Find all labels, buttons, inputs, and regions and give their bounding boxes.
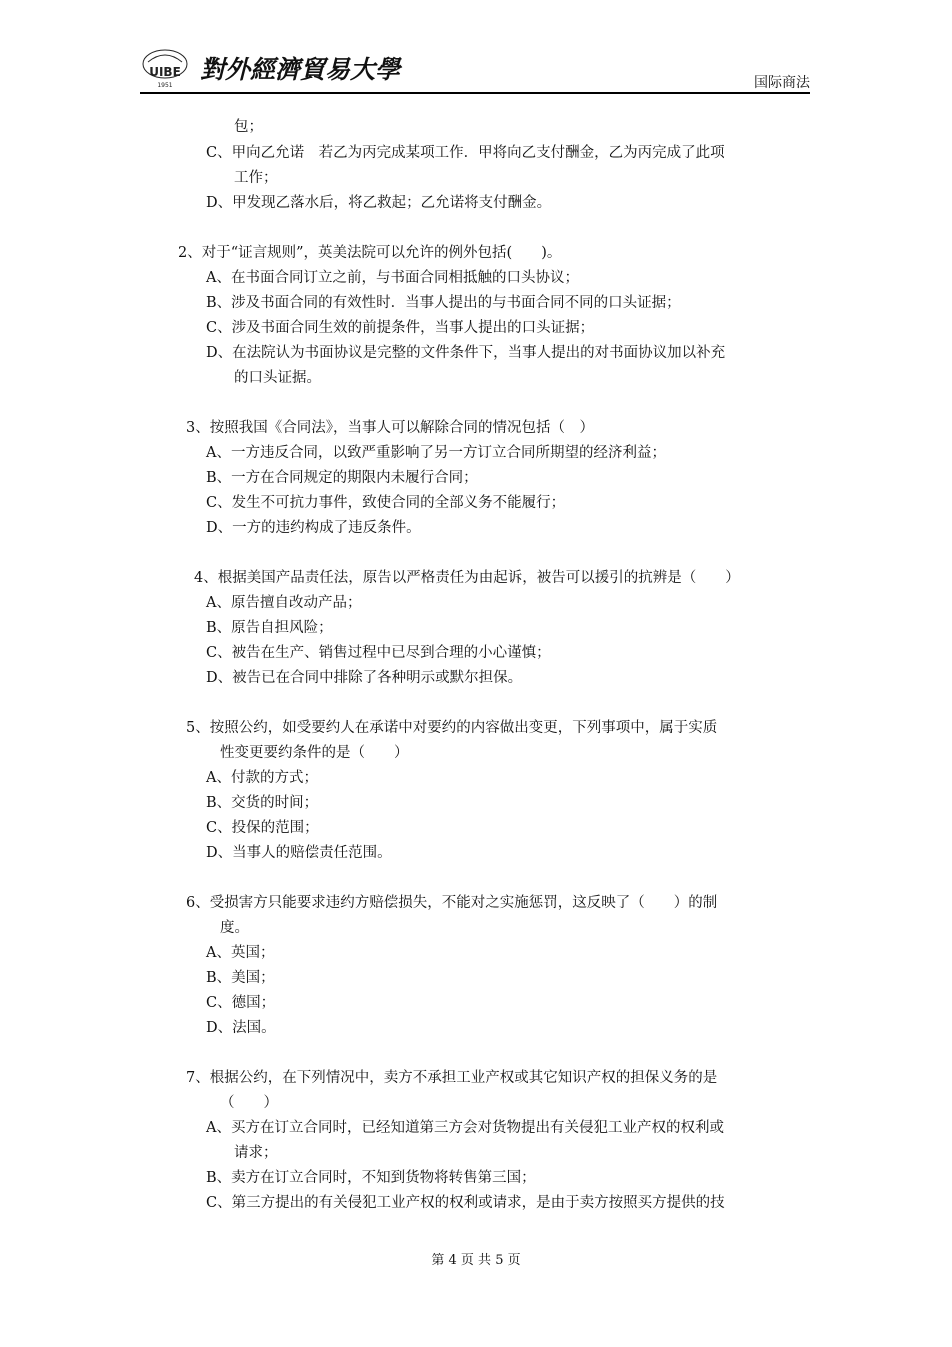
text-line: D、被告已在合同中排除了各种明示或默尔担保。 — [206, 670, 523, 686]
page-header — [140, 40, 810, 96]
text-line: D、甲发现乙落水后，将乙救起；乙允诺将支付酬金。 — [206, 195, 552, 211]
text-line: B、一方在合同规定的期限内未履行合同； — [206, 470, 478, 486]
text-line: C、德国； — [206, 995, 276, 1011]
text-line: D、一方的违约构成了违反条件。 — [206, 520, 421, 536]
text-line: C、涉及书面合同生效的前提条件，当事人提出的口头证据； — [206, 320, 595, 336]
question-line: 6、受损害方只能要求违约方赔偿损失，不能对之实施惩罚，这反映了（ ）的制 — [186, 895, 718, 911]
text-line: B、涉及书面合同的有效性时．当事人提出的与书面合同不同的口头证据； — [206, 295, 681, 311]
text-line: D、法国。 — [206, 1020, 276, 1036]
text-line: 请求； — [234, 1145, 278, 1161]
text-line: A、一方违反合同，以致严重影响了另一方订立合同所期望的经济利益； — [206, 445, 666, 461]
text-line: C、甲向乙允诺 若乙为丙完成某项工作．甲将向乙支付酬金，乙为丙完成了此项 — [206, 145, 725, 161]
text-line: D、在法院认为书面协议是完整的文件条件下，当事人提出的对书面协议加以补充 — [206, 345, 726, 361]
course-title: 国际商法 — [754, 75, 810, 91]
text-line: A、买方在订立合同时，已经知道第三方会对货物提出有关侵犯工业产权的权利或 — [206, 1120, 724, 1136]
text-line: B、卖方在订立合同时，不知到货物将转售第三国； — [206, 1170, 536, 1186]
text-line: D、当事人的赔偿责任范围。 — [206, 845, 392, 861]
text-line: C、投保的范围； — [206, 820, 319, 836]
text-line: 度。 — [220, 920, 249, 936]
text-line: 的口头证据。 — [234, 370, 321, 386]
question-line: 7、根据公约，在下列情况中，卖方不承担工业产权或其它知识产权的担保义务的是 — [186, 1070, 718, 1086]
text-line: 性变更要约条件的是（ ） — [220, 745, 409, 761]
text-line: B、交货的时间； — [206, 795, 319, 811]
page-footer: 第 4 页 共 5 页 — [431, 1253, 521, 1268]
university-name: 對外經濟貿易大學 — [200, 55, 401, 84]
text-line: A、付款的方式； — [206, 770, 318, 786]
question-line: 4、根据美国产品责任法，原告以严格责任为由起诉，被告可以援引的抗辨是（ ） — [194, 570, 740, 586]
text-line: C、发生不可抗力事件，致使合同的全部义务不能履行； — [206, 495, 566, 511]
logo-text: UIBE — [149, 65, 181, 79]
text-line: 工作； — [234, 170, 278, 186]
text-line: 包； — [234, 119, 263, 135]
text-line: B、美国； — [206, 970, 275, 986]
text-line: B、原告自担风险； — [206, 620, 333, 636]
text-line: C、被告在生产、销售过程中已尽到合理的小心谨慎； — [206, 645, 551, 661]
logo-year: 1951 — [157, 82, 173, 89]
question-line: 2、对于“证言规则”，英美法院可以允许的例外包括( )。 — [178, 245, 562, 261]
text-line: A、英国； — [206, 945, 275, 961]
text-line: A、原告擅自改动产品； — [206, 595, 362, 611]
question-line: 3、按照我国《合同法》，当事人可以解除合同的情况包括（ ） — [186, 420, 594, 436]
question-line: 5、按照公约，如受要约人在承诺中对要约的内容做出变更，下列事项中，属于实质 — [186, 720, 718, 736]
university-logo — [140, 46, 190, 90]
text-line: （ ） — [220, 1095, 278, 1111]
text-line: A、在书面合同订立之前，与书面合同相抵触的口头协议； — [206, 270, 579, 286]
header-rule — [140, 92, 810, 94]
text-line: C、第三方提出的有关侵犯工业产权的权利或请求，是由于卖方按照买方提供的技 — [206, 1195, 725, 1211]
